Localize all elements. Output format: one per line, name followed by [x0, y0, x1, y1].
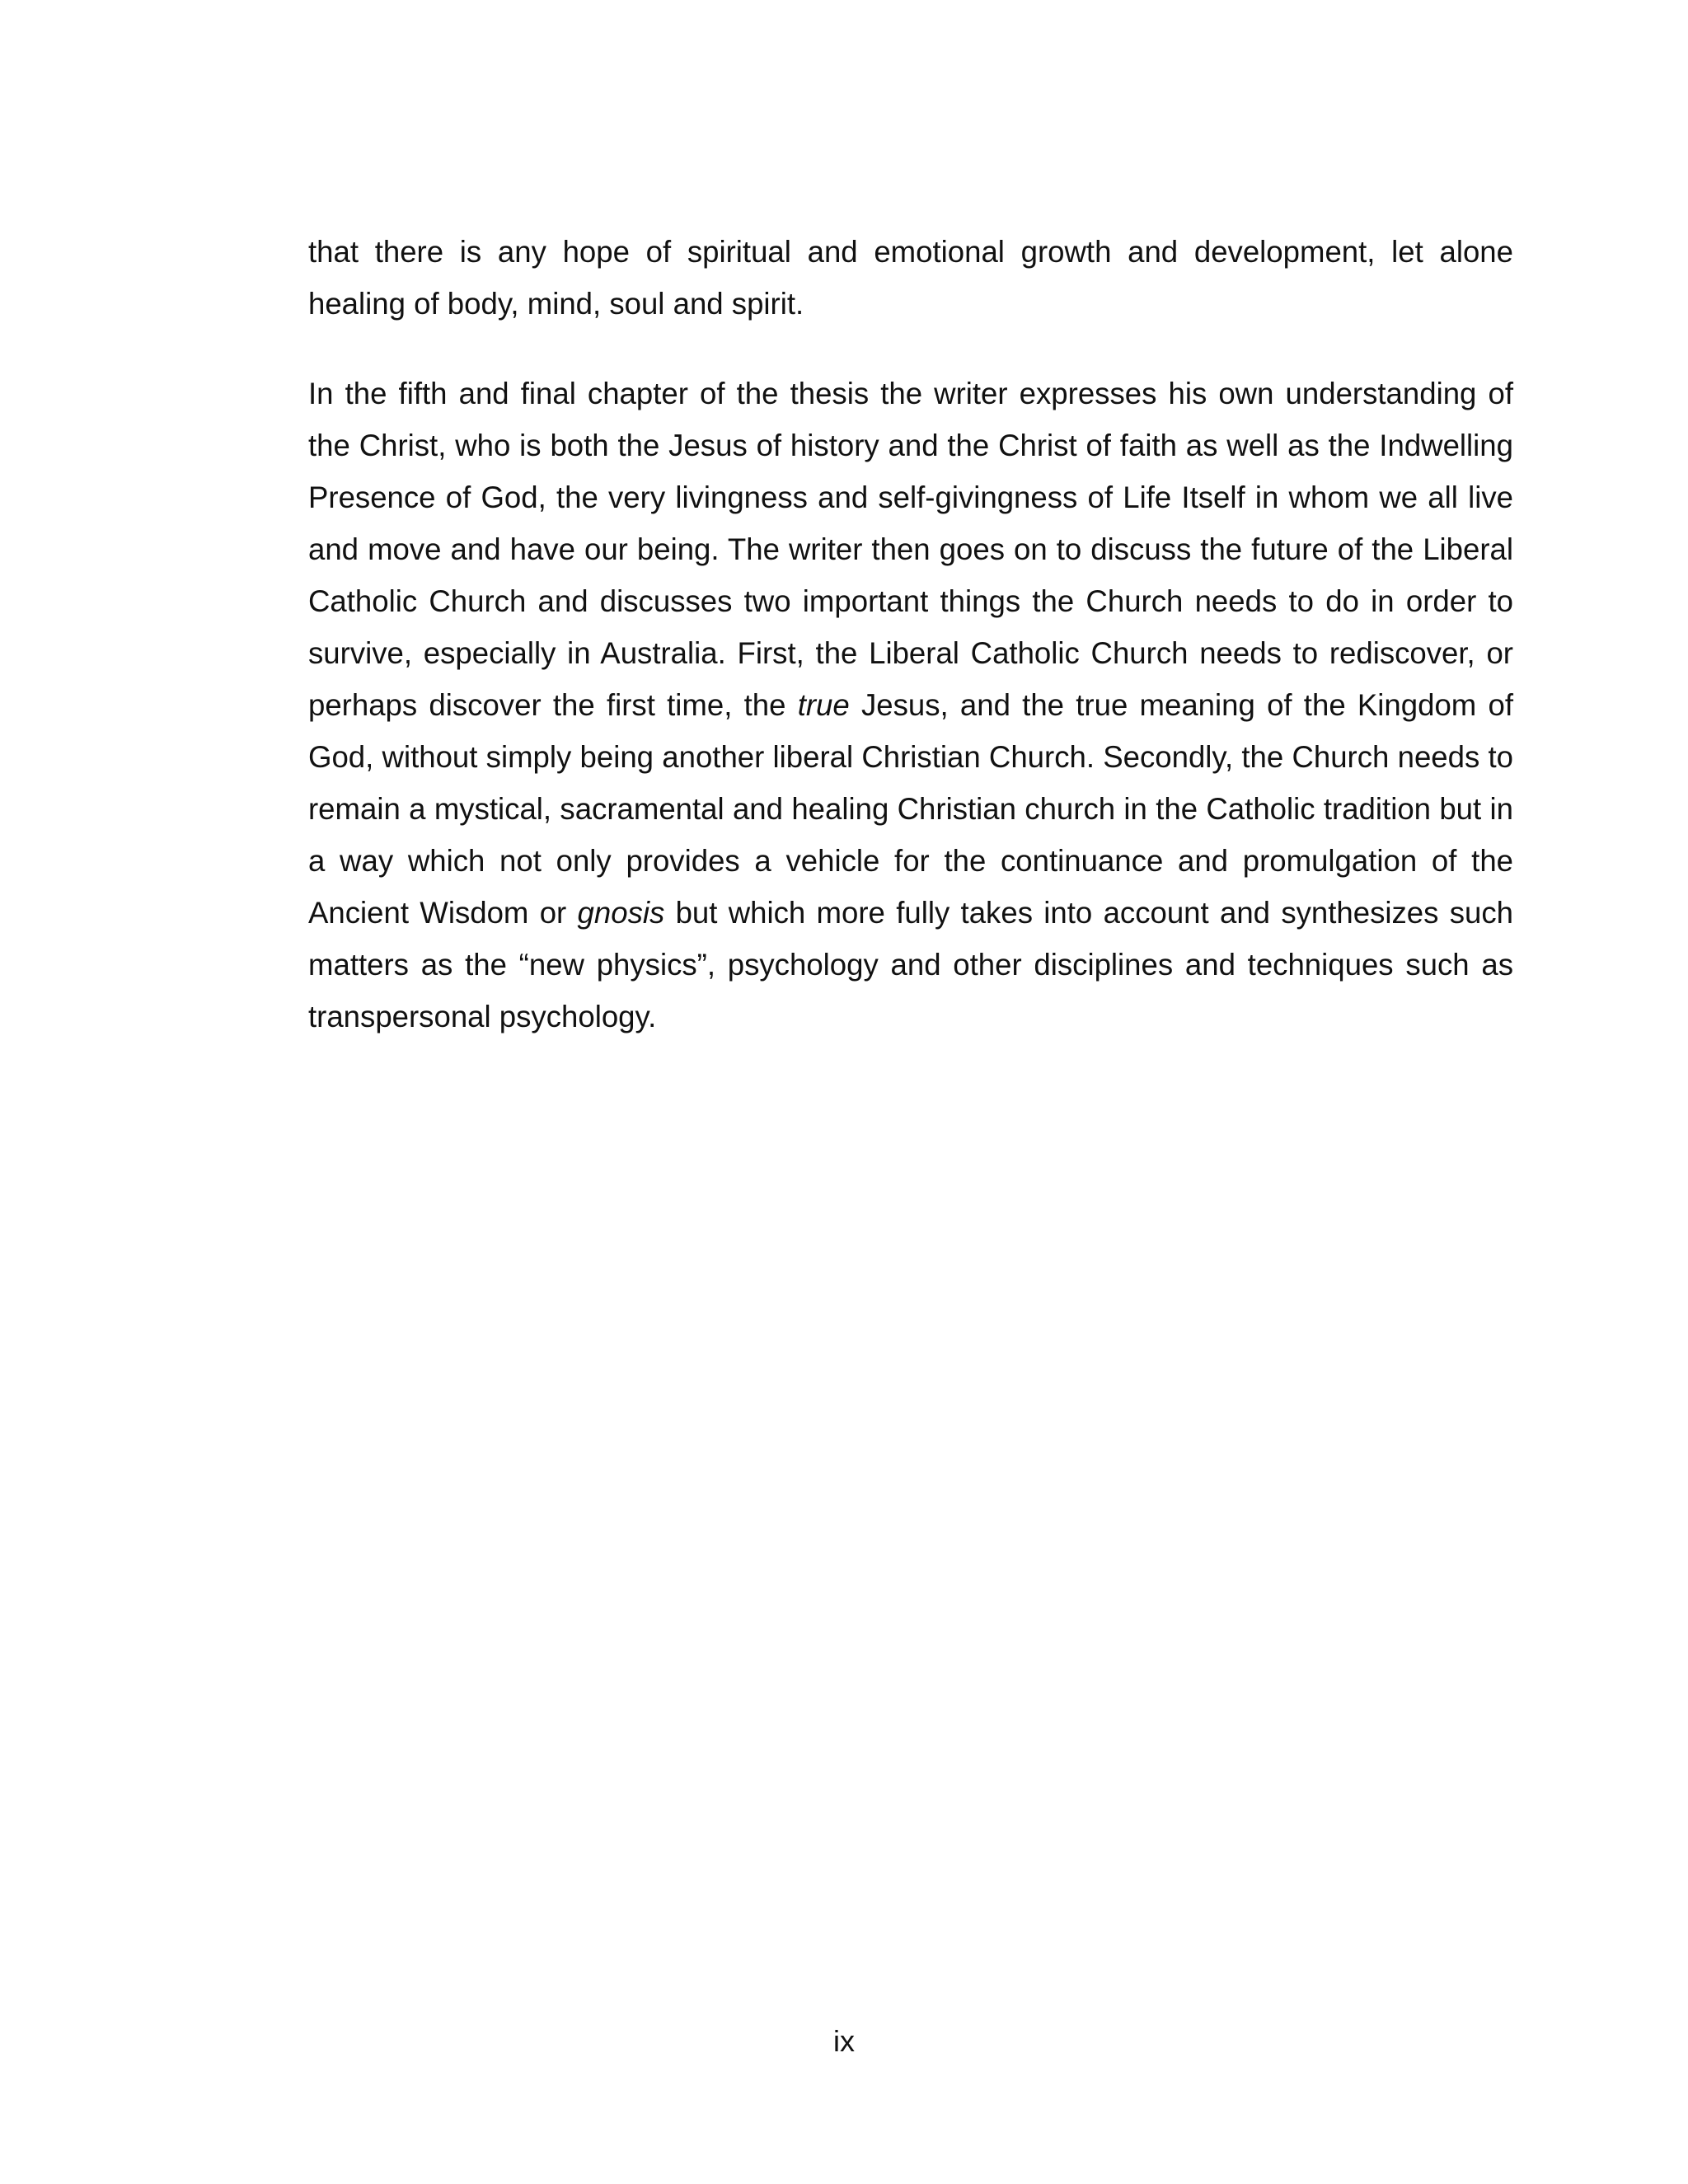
paragraph-chapter-five-summary — [308, 368, 1513, 1043]
italic-word-gnosis: gnosis — [577, 896, 665, 930]
body-text — [308, 226, 1513, 1043]
paragraph-text-segment: In the fifth and final chapter of the thesis the writer expresses his own understanding of the Christ, who is both the Jesus of history and the Christ of faith as well as the Indwelling Presence of God, the very livingness and self-givingness of Life Itself in whom we all live and move and have our being. The writer then goes on to discuss the future of the Liberal Catholic Church and discusses two important things the Church needs to do in order to survive, especially in Australia. First, the Liberal Catholic Church needs to rediscover, or perhaps discover the first time, the — [308, 377, 1513, 722]
paragraph-text-segment: but which more fully takes into account and synthesizes such matters as the “new physics”, psychology and other disciplines and techniques such as transpersonal psychology. — [308, 896, 1513, 1033]
paragraph-text-segment: Jesus, and the true meaning of the Kingdom of God, without simply being another liberal Christian Church. Secondly, the Church needs to remain a mystical, sacramental and healing Christian church in the Catholic tradition but in a way which not only provides a vehicle for the continuance and promulgation of the Ancient Wisdom or — [308, 688, 1513, 930]
page-number: ix — [833, 2024, 855, 2058]
paragraph-continuation: that there is any hope of spiritual and emotional growth and development, let alone healing of body, mind, soul and spirit. — [308, 235, 1513, 321]
italic-word-true: true — [797, 688, 850, 722]
